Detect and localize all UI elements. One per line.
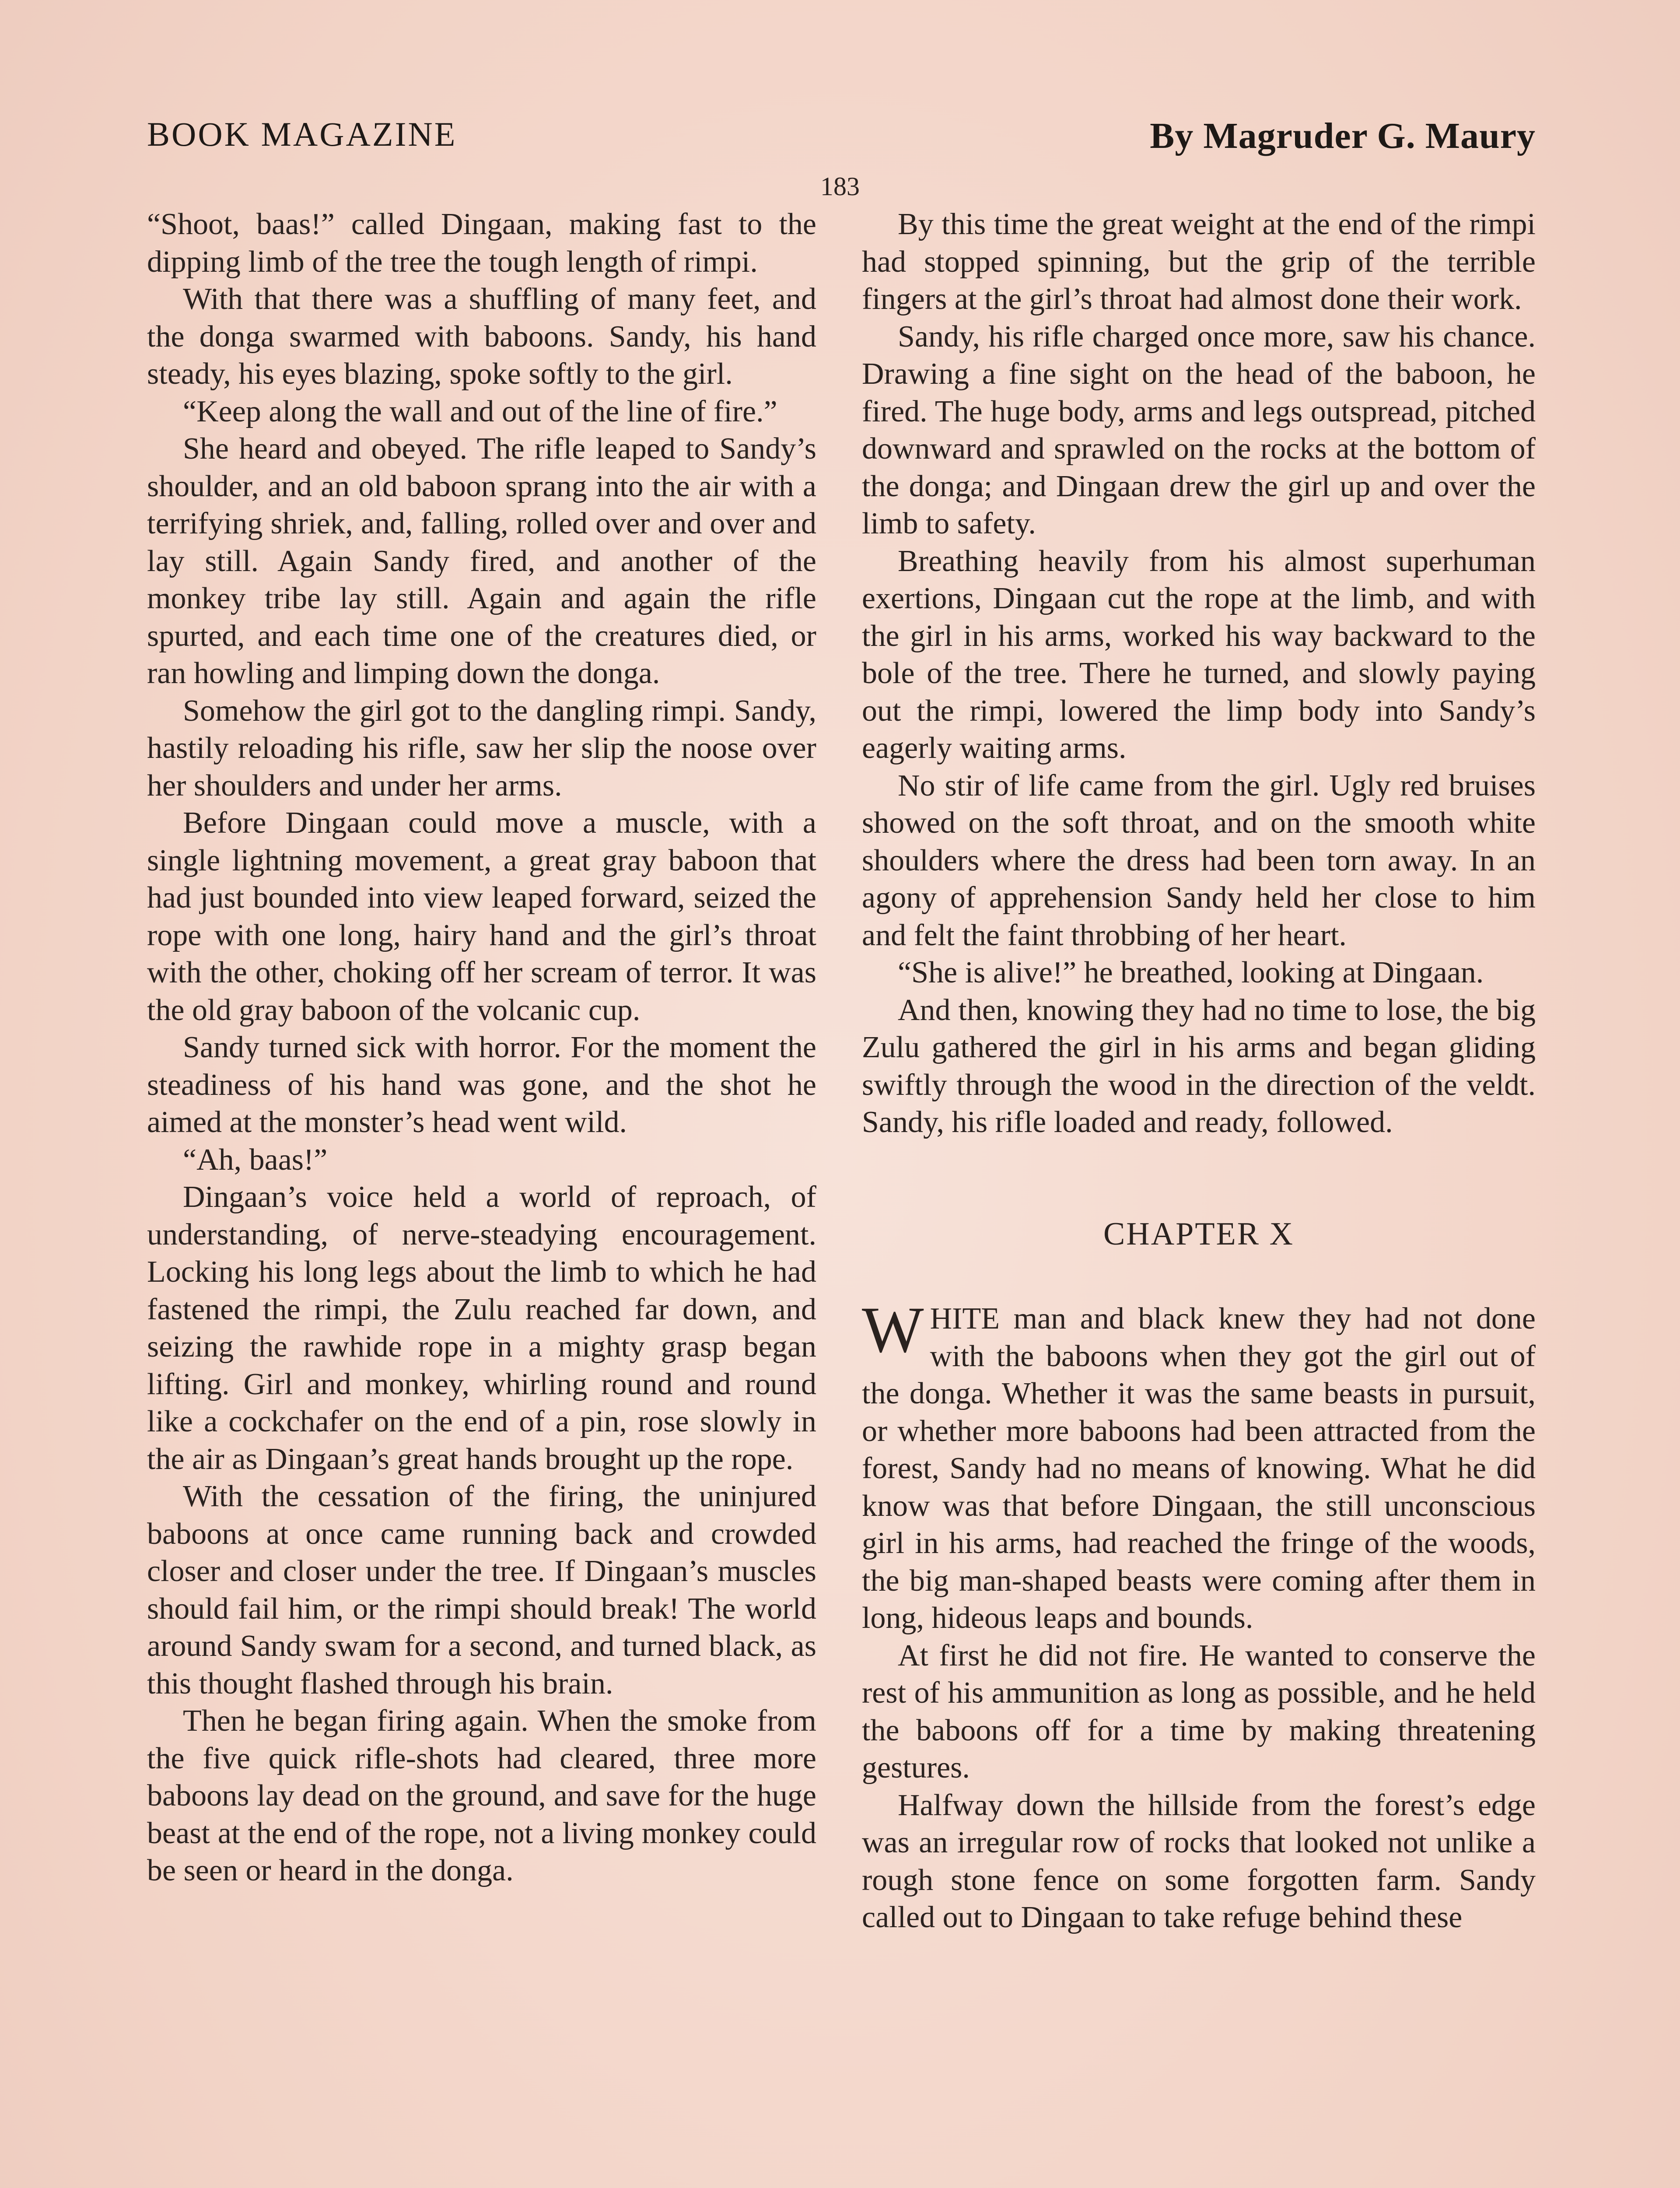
chapter-heading: CHAPTER X (1103, 1216, 1295, 1252)
paragraph: Somehow the girl got to the dangling rimpi. Sandy, hastily reloading his rifle, saw her slip the noose over her shoulders and under her arms. (147, 694, 816, 803)
paragraph: Before Dingaan could move a muscle, with a single lightning movement, a great gray baboon that had just bounded into view leaped forward, seized the rope with one long, hairy hand and the girl’s throat with the other, choking off her scream of terror. It was the old gray baboon of the volcanic cup. (147, 806, 816, 1027)
drop-cap: W (862, 1294, 924, 1366)
paragraph: By this time the great weight at the end of the rimpi had stopped spinning, but the grip of the terrible fingers at the girl’s throat had almost done their work. (862, 207, 1536, 316)
paragraph: “Shoot, baas!” called Dingaan, making fast to the dipping limb of the tree the tough length of rimpi. (147, 207, 816, 279)
running-header-author: By Magruder G. Maury (1150, 116, 1536, 156)
paragraph: “Ah, baas!” (183, 1143, 328, 1177)
paragraph: Halfway down the hillside from the forest’s edge was an irregular row of rocks that looked not unlike a rough stone fence on some forgotten farm. Sandy called out to Dingaan to take refuge behind these (862, 1788, 1536, 1934)
opening-text: HITE man and black knew they had not done with the baboons when they got the girl out of the donga. Whether it was the same beasts in pursuit, or whether more baboons had been attracted from the forest, Sandy had no means of knowing. What he did know was that before Dingaan, the still unconscious girl in his arms, had reached the fringe of the woods, the big man-shaped beasts were coming after them in long, hideous leaps and bounds. (862, 1302, 1536, 1635)
page-number: 183 (820, 172, 860, 201)
paragraph: Breathing heavily from his almost superhuman exertions, Dingaan cut the rope at the limb, and with the girl in his arms, worked his way backward to the bole of the tree. There he turned, and slowly paying out the rimpi, lowered the limp body into Sandy’s eagerly waiting arms. (862, 544, 1536, 765)
paragraph: Dingaan’s voice held a world of reproach, of understanding, of nerve-steadying encouragement. Locking his long legs about the limb to which he had fastened the rimpi, the Zulu reached far down, and seizing the rawhide rope in a mighty grasp began lifting. Girl and monkey, whirling round and round like a cockchafer on the end of a pin, rose slowly in the air as Dingaan’s great hands brought up the rope. (147, 1180, 816, 1476)
paragraph: Sandy, his rifle charged once more, saw his chance. Drawing a fine sight on the head of the baboon, he fired. The huge body, arms and legs outspread, pitched downward and sprawled on the rocks at the bottom of the donga; and Dingaan drew the girl up and over the limb to safety. (862, 319, 1536, 540)
paragraph: Then he began firing again. When the smoke from the five quick rifle-shots had cleared, three more baboons lay dead on the ground, and save for the huge beast at the end of the rope, not a living monkey could be seen or heard in the donga. (147, 1704, 816, 1887)
paragraph: And then, knowing they had no time to lose, the big Zulu gathered the girl in his arms and began gliding swiftly through the wood in the direction of the veldt. Sandy, his rifle loaded and ready, followed. (862, 993, 1536, 1139)
right-column (862, 206, 1536, 1936)
paragraph: With the cessation of the firing, the uninjured baboons at once came running back and crowded closer and closer under the tree. If Dingaan’s muscles should fail him, or the rimpi should break! The world around Sandy swam for a second, and turned black, as this thought flashed through his brain. (147, 1480, 816, 1701)
paragraph: “She is alive!” he breathed, looking at Dingaan. (898, 956, 1484, 989)
paragraph: No stir of life came from the girl. Ugly red bruises showed on the soft throat, and on the smooth white shoulders where the dress had been torn away. In an agony of apprehension Sandy held her close to him and felt the faint throbbing of her heart. (862, 768, 1536, 952)
paragraph: She heard and obeyed. The rifle leaped to Sandy’s shoulder, and an old baboon sprang into the air with a terrifying shriek, and, falling, rolled over and over and lay still. Again Sandy fired, and another of the monkey tribe lay still. Again and again the rifle spurted, and each time one of the creatures died, or ran howling and limping down the donga. (147, 432, 816, 690)
paragraph: Sandy turned sick with horror. For the moment the steadiness of his hand was gone, and the shot he aimed at the monster’s head went wild. (147, 1031, 816, 1139)
running-header-title: BOOK MAGAZINE (147, 115, 457, 153)
paragraph: “Keep along the wall and out of the line of fire.” (183, 394, 777, 428)
paragraph: With that there was a shuffling of many feet, and the donga swarmed with baboons. Sandy, his hand steady, his eyes blazing, spoke softly to the girl. (147, 282, 816, 391)
chapter-opening-paragraph (862, 1294, 1536, 1637)
left-column (147, 206, 816, 1890)
paragraph: At first he did not fire. He wanted to conserve the rest of his ammunition as long as possible, and he held the baboons off for a time by making threatening gestures. (862, 1638, 1536, 1785)
